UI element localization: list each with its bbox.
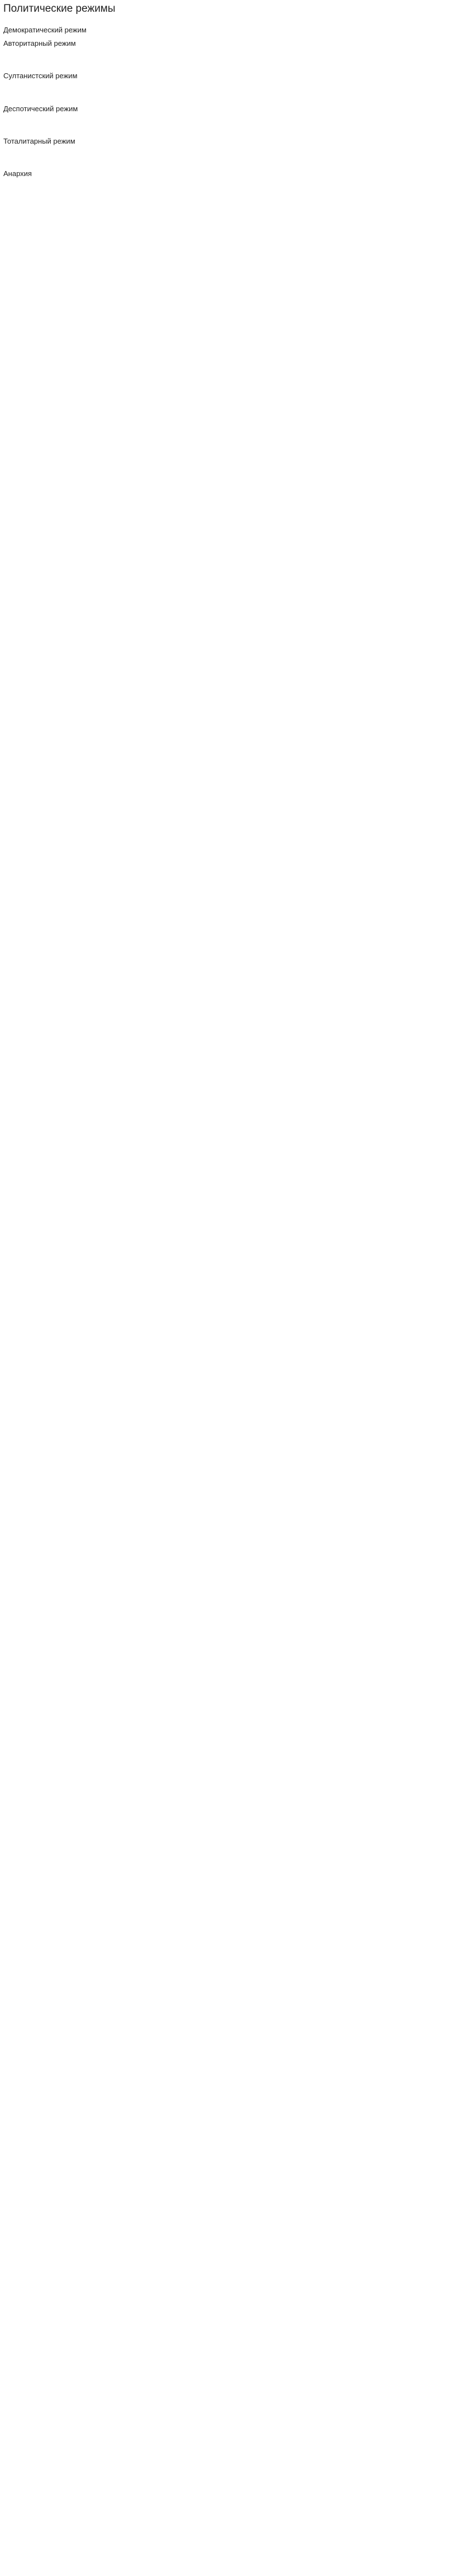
section-heading: Деспотический режим <box>3 104 78 113</box>
section-heading: Авторитарный режим <box>3 39 76 48</box>
section-heading: Анархия <box>3 169 32 178</box>
section-heading: Тоталитарный режим <box>3 136 75 145</box>
section-heading: Демократический режим <box>3 25 87 34</box>
page-title: Политические режимы <box>3 3 116 15</box>
article-body <box>3 26 467 179</box>
article-page <box>0 0 473 196</box>
section-heading: Султанистский режим <box>3 72 78 80</box>
